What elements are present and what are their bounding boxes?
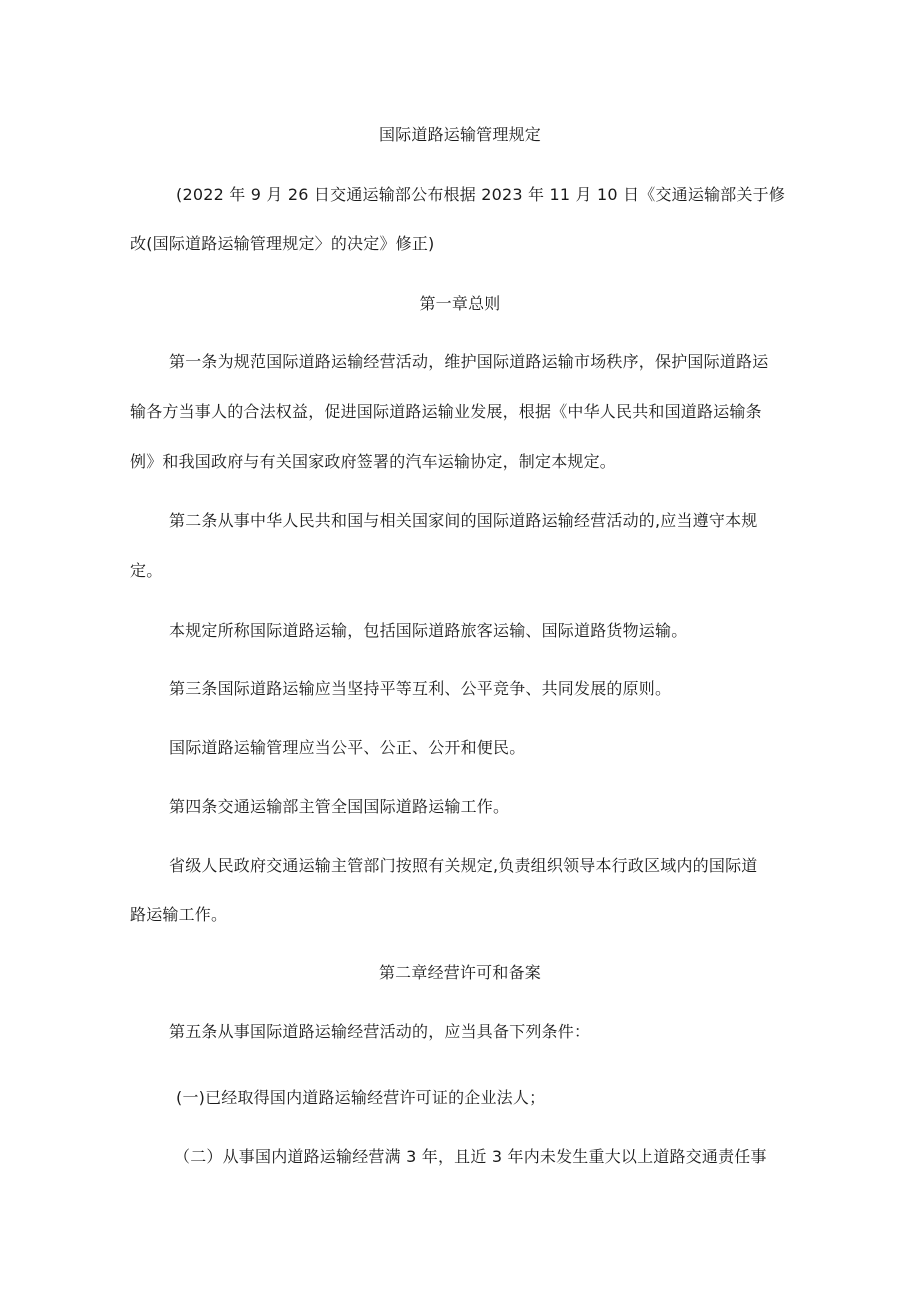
- chapter-2-heading: 第二章经营许可和备案: [378, 963, 541, 982]
- article-2-line-1: 第二条从事中华人民共和国与相关国家间的国际道路运输经营活动的,应当遵守本规: [169, 511, 758, 530]
- article-2-line-2: 定。: [130, 561, 163, 580]
- article-1-line-3: 例》和我国政府与有关国家政府签署的汽车运输协定，制定本规定。: [130, 452, 617, 471]
- article-2-paragraph-2: 本规定所称国际道路运输，包括国际道路旅客运输、国际道路货物运输。: [169, 621, 688, 640]
- article-3: 第三条国际道路运输应当坚持平等互利、公平竞争、共同发展的原则。: [169, 679, 672, 698]
- preamble-line-2: 改(国际道路运输管理规定〉的决定》修正): [130, 234, 435, 253]
- article-1-line-2: 输各方当事人的合法权益，促进国际道路运输业发展，根据《中华人民共和国道路运输条: [130, 402, 762, 421]
- article-5: 第五条从事国际道路运输经营活动的，应当具备下列条件：: [169, 1022, 591, 1041]
- article-3-paragraph-2: 国际道路运输管理应当公平、公正、公开和便民。: [169, 738, 526, 757]
- preamble-line-1: (2022 年 9 月 26 日交通运输部公布根据 2023 年 11 月 10 日《交通运输部关于修: [176, 185, 786, 204]
- article-4: 第四条交通运输部主管全国国际道路运输工作。: [169, 797, 510, 816]
- article-4-paragraph-2-line-1: 省级人民政府交通运输主管部门按照有关规定,负责组织领导本行政区域内的国际道: [169, 856, 758, 875]
- document-title: 国际道路运输管理规定: [378, 125, 541, 144]
- article-5-item-1: (一)已经取得国内道路运输经营许可证的企业法人；: [176, 1088, 546, 1107]
- article-4-paragraph-2-line-2: 路运输工作。: [130, 905, 228, 924]
- article-1-line-1: 第一条为规范国际道路运输经营活动，维护国际道路运输市场秩序，保护国际道路运: [169, 352, 769, 371]
- chapter-1-heading: 第一章总则: [419, 294, 501, 313]
- article-5-item-2: （二）从事国内道路运输经营满 3 年，且近 3 年内未发生重大以上道路交通责任事: [174, 1147, 767, 1166]
